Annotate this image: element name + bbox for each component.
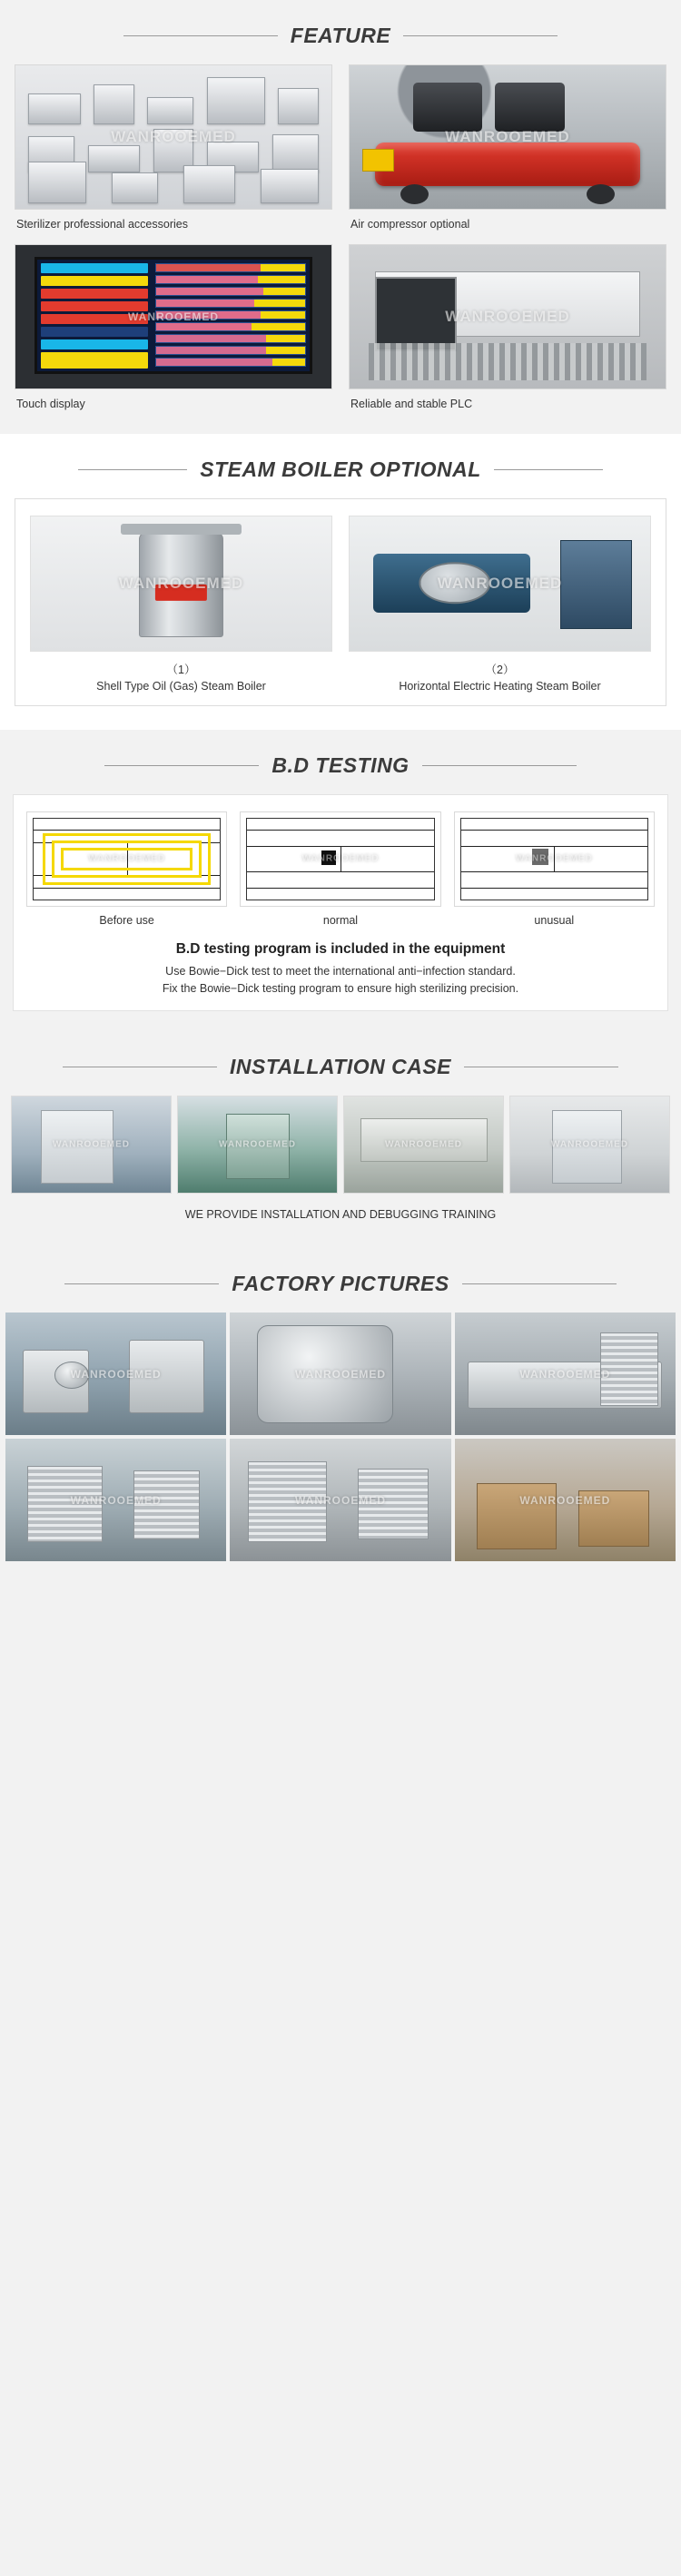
watermark: WANROOEMED [128,310,219,324]
bd-item-normal [240,811,440,927]
watermark: WANROOEMED [437,574,563,592]
bd-testing-wrap [0,794,681,1032]
bd-testing-grid [21,804,660,927]
bd-testing-line-2: Fix the Bowie−Dick testing program to ensure high sterilizing precision. [162,981,519,995]
watermark: WANROOEMED [551,1139,628,1150]
installation-image-4 [509,1096,670,1194]
boiler-2-image [349,516,651,652]
feature-title: FEATURE [290,24,391,47]
factory-grid [5,1313,676,1561]
feature-item-compressor [349,64,666,233]
plc-image [349,244,666,389]
installation-grid [11,1096,670,1194]
watermark: WANROOEMED [53,1139,130,1150]
steam-boiler-title: STEAM BOILER OPTIONAL [200,457,481,481]
factory-title: FACTORY PICTURES [232,1272,449,1296]
bd-before-use-image [26,811,227,907]
factory-image-5 [230,1439,450,1561]
installation-section [0,1031,681,1248]
boiler-1-image [30,516,332,652]
heading-rule-left [123,35,278,36]
accessories-caption: Sterilizer professional accessories [16,218,188,231]
boiler-2-number: （2） [485,663,515,676]
feature-item-accessories [15,64,332,233]
installation-wrap [0,1096,681,1248]
bd-testing-section [0,730,681,1032]
boiler-item-1 [30,516,332,693]
factory-image-1 [5,1313,226,1435]
boiler-1-number: （1） [166,663,196,676]
bd-item-before-use [26,811,227,927]
watermark: WANROOEMED [445,308,570,326]
factory-image-4 [5,1439,226,1561]
factory-wrap [0,1313,681,1561]
watermark: WANROOEMED [294,1493,386,1507]
factory-image-2 [230,1313,450,1435]
bd-testing-program-heading: B.D testing program is included in the equipment [175,940,506,957]
watermark: WANROOEMED [70,1493,162,1507]
heading-rule-right [403,35,558,36]
installation-title: INSTALLATION CASE [229,1055,452,1079]
watermark: WANROOEMED [219,1139,296,1150]
watermark: WANROOEMED [515,853,593,864]
feature-item-plc [349,244,666,413]
feature-grid [15,64,666,414]
heading-rule-right [462,1283,617,1284]
heading-rule-right [422,765,577,766]
bd-normal-caption: normal [322,913,359,927]
boiler-2-caption: Horizontal Electric Heating Steam Boiler [399,679,601,693]
bd-before-use-caption: Before use [99,913,154,927]
watermark: WANROOEMED [301,853,380,864]
watermark: WANROOEMED [519,1493,611,1507]
watermark: WANROOEMED [385,1139,462,1150]
boiler-1-caption: Shell Type Oil (Gas) Steam Boiler [96,679,266,693]
factory-heading [0,1248,681,1313]
heading-rule-right [494,469,603,470]
compressor-image [349,64,666,210]
bd-normal-image [240,811,440,907]
bd-testing-heading [0,730,681,794]
feature-item-touch-display [15,244,332,413]
watermark: WANROOEMED [294,1367,386,1381]
heading-rule-left [104,765,259,766]
heading-rule-left [78,469,187,470]
installation-image-1 [11,1096,172,1194]
bd-unusual-image [454,811,655,907]
compressor-caption: Air compressor optional [350,218,470,231]
factory-section [0,1248,681,1570]
watermark: WANROOEMED [111,128,236,145]
installation-heading [0,1031,681,1096]
watermark: WANROOEMED [519,1367,611,1381]
bd-testing-title: B.D TESTING [271,752,410,777]
feature-heading [0,0,681,64]
bd-unusual-caption: unusual [534,913,575,927]
factory-image-3 [455,1313,676,1435]
boiler-item-2 [349,516,651,693]
steam-boiler-wrap [0,498,681,730]
steam-boiler-card [15,498,666,706]
steam-boiler-heading [0,434,681,498]
touch-display-image [15,244,332,389]
plc-caption: Reliable and stable PLC [350,398,473,411]
bd-testing-card [13,794,668,1012]
steam-boiler-section [0,434,681,730]
watermark: WANROOEMED [118,574,244,592]
installation-image-3 [343,1096,504,1194]
heading-rule-left [64,1283,219,1284]
installation-image-2 [177,1096,338,1194]
accessories-image [15,64,332,210]
watermark: WANROOEMED [445,128,570,145]
bd-item-unusual [454,811,655,927]
factory-bottom-spacer [0,1561,681,1570]
factory-image-6 [455,1439,676,1561]
touch-display-caption: Touch display [16,398,85,411]
watermark: WANROOEMED [88,853,166,864]
bd-testing-line-1: Use Bowie−Dick test to meet the international anti−infection standard. [165,964,516,978]
installation-note: WE PROVIDE INSTALLATION AND DEBUGGING TRAINING [184,1208,497,1222]
feature-section [0,0,681,434]
feature-grid-wrap [0,64,681,434]
watermark: WANROOEMED [70,1367,162,1381]
